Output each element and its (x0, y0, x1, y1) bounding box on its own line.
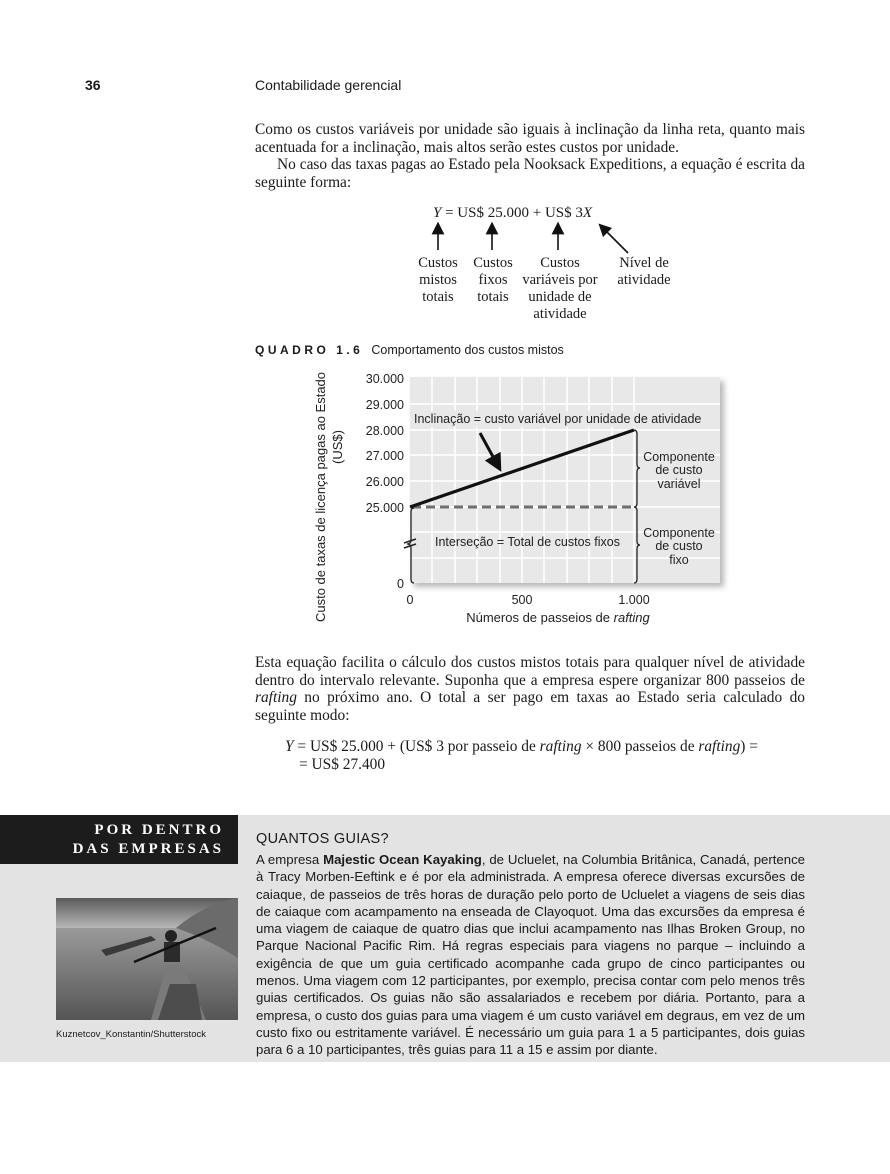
label-variable-cost-per-unit: Custos variáveis por unidade de atividade (522, 255, 598, 322)
intro-text (255, 121, 805, 191)
svg-text:de custo: de custo (655, 463, 703, 477)
equation-y: Y (433, 205, 442, 221)
x-tick-labels (407, 593, 650, 607)
svg-text:29.000: 29.000 (365, 398, 404, 412)
svg-text:30.000: 30.000 (365, 372, 404, 386)
equation-arrows (400, 220, 700, 260)
svg-text:fixo: fixo (669, 553, 689, 567)
y-axis-label (313, 372, 345, 622)
sidebar-banner: POR DENTRO DAS EMPRESAS (0, 815, 238, 864)
intercept-annotation: Interseção = Total de custos fixos (435, 535, 620, 549)
calculation-line-1: Y = US$ 25.000 + (US$ 3 por passeio de rafting × 800 passeios de rafting) = (285, 738, 758, 755)
svg-text:0: 0 (397, 577, 404, 591)
slope-annotation: Inclinação = custo variável por unidade de atividade (414, 412, 702, 426)
label-total-mixed-costs: Custos mistos totais (418, 255, 458, 305)
after-chart-text: Esta equação facilita o cálculo dos custos mistos totais para qualquer nível de atividade dentro do intervalo relevante. Suponha que a empresa espere organizar 800 passeios de rafting no próximo ano. O total a ser pago em taxas ao Estado seria calculado do seguinte modo: (255, 654, 805, 724)
x-axis-label: Números de passeios de rafting (466, 610, 650, 625)
equation-x: X (582, 205, 593, 221)
sidebar-title: QUANTOS GUIAS? (256, 831, 389, 847)
intro-paragraph-2: No caso das taxas pagas ao Estado pela Nooksack Expeditions, a equação é escrita da seguinte forma: (255, 156, 805, 191)
svg-text:(US$): (US$) (330, 430, 345, 464)
svg-text:Componente: Componente (643, 526, 715, 540)
running-head: Contabilidade gerencial (255, 77, 402, 93)
svg-text:1.000: 1.000 (618, 593, 650, 607)
equation-body: = US$ 25.000 + US$ 3 (441, 205, 583, 221)
label-activity-level: Nível de atividade (617, 255, 671, 288)
arrow-diagonal-icon (603, 228, 628, 253)
label-total-fixed-costs: Custos fixos totais (473, 255, 513, 305)
svg-text:28.000: 28.000 (365, 424, 404, 438)
svg-text:Componente: Componente (643, 450, 715, 464)
photo-credit: Kuznetcov_Konstantin/Shutterstock (56, 1029, 206, 1040)
svg-text:Custo de taxas de licença paga: Custo de taxas de licença pagas ao Estado (313, 371, 328, 623)
sidebar-text: A empresa Majestic Ocean Kayaking, de Ucluelet, na Columbia Britânica, Canadá, pertence à Tracy Morben-Eeftink e é por ela administrada. A empresa oferece diversas excursões de caiaque, de passeios de três horas de duração pelo porto de Ucluelet a viagens de seis dias de caiaque com acampamento na enseada de Clayoquot. Uma das excursões da empresa é uma viagem de caiaque de quatro dias que inclui acampamento nas Ilhas Broken Group, no Parque Nacional Pacific Rim. Há regras especiais para viagens no parque – incluindo a exigência de que um guia certificado acompanhe cada grupo de cinco participantes ou menos. Uma viagem com 12 participantes, por exemplo, precisa contar com pelo menos três guias certificados. Os guias não são assalariados e recebem por diária. Portanto, para a empresa, o custo dos guias para uma viagem é um custo variável em degraus, em vez de um custo fixo ou estritamente variável. É necessário um guia para 1 a 5 participantes, dois guias para 6 a 10 participantes, três guias para 11 a 15 e assim por diante. (256, 852, 806, 1058)
page-number: 36 (85, 77, 101, 93)
svg-text:de custo: de custo (655, 539, 703, 553)
figure-title: Comportamento dos custos mistos (371, 343, 564, 357)
svg-text:variável: variável (657, 477, 701, 491)
figure-label: QUADRO 1.6 (255, 343, 364, 357)
calculation-line-2: = US$ 27.400 (299, 756, 386, 773)
svg-text:27.000: 27.000 (365, 449, 404, 463)
y-tick-labels (366, 372, 404, 591)
mixed-cost-chart (300, 365, 730, 630)
svg-text:0: 0 (406, 593, 414, 607)
svg-text:500: 500 (511, 593, 533, 607)
svg-text:25.000: 25.000 (365, 501, 404, 515)
figure-caption (255, 343, 564, 357)
calculation (285, 738, 758, 774)
svg-text:26.000: 26.000 (365, 475, 404, 489)
kayak-photo (56, 898, 238, 1020)
intro-paragraph-1: Como os custos variáveis por unidade são iguais à inclinação da linha reta, quanto mais acentuada for a inclinação, mais altos serão estes custos por unidade. (255, 121, 805, 156)
